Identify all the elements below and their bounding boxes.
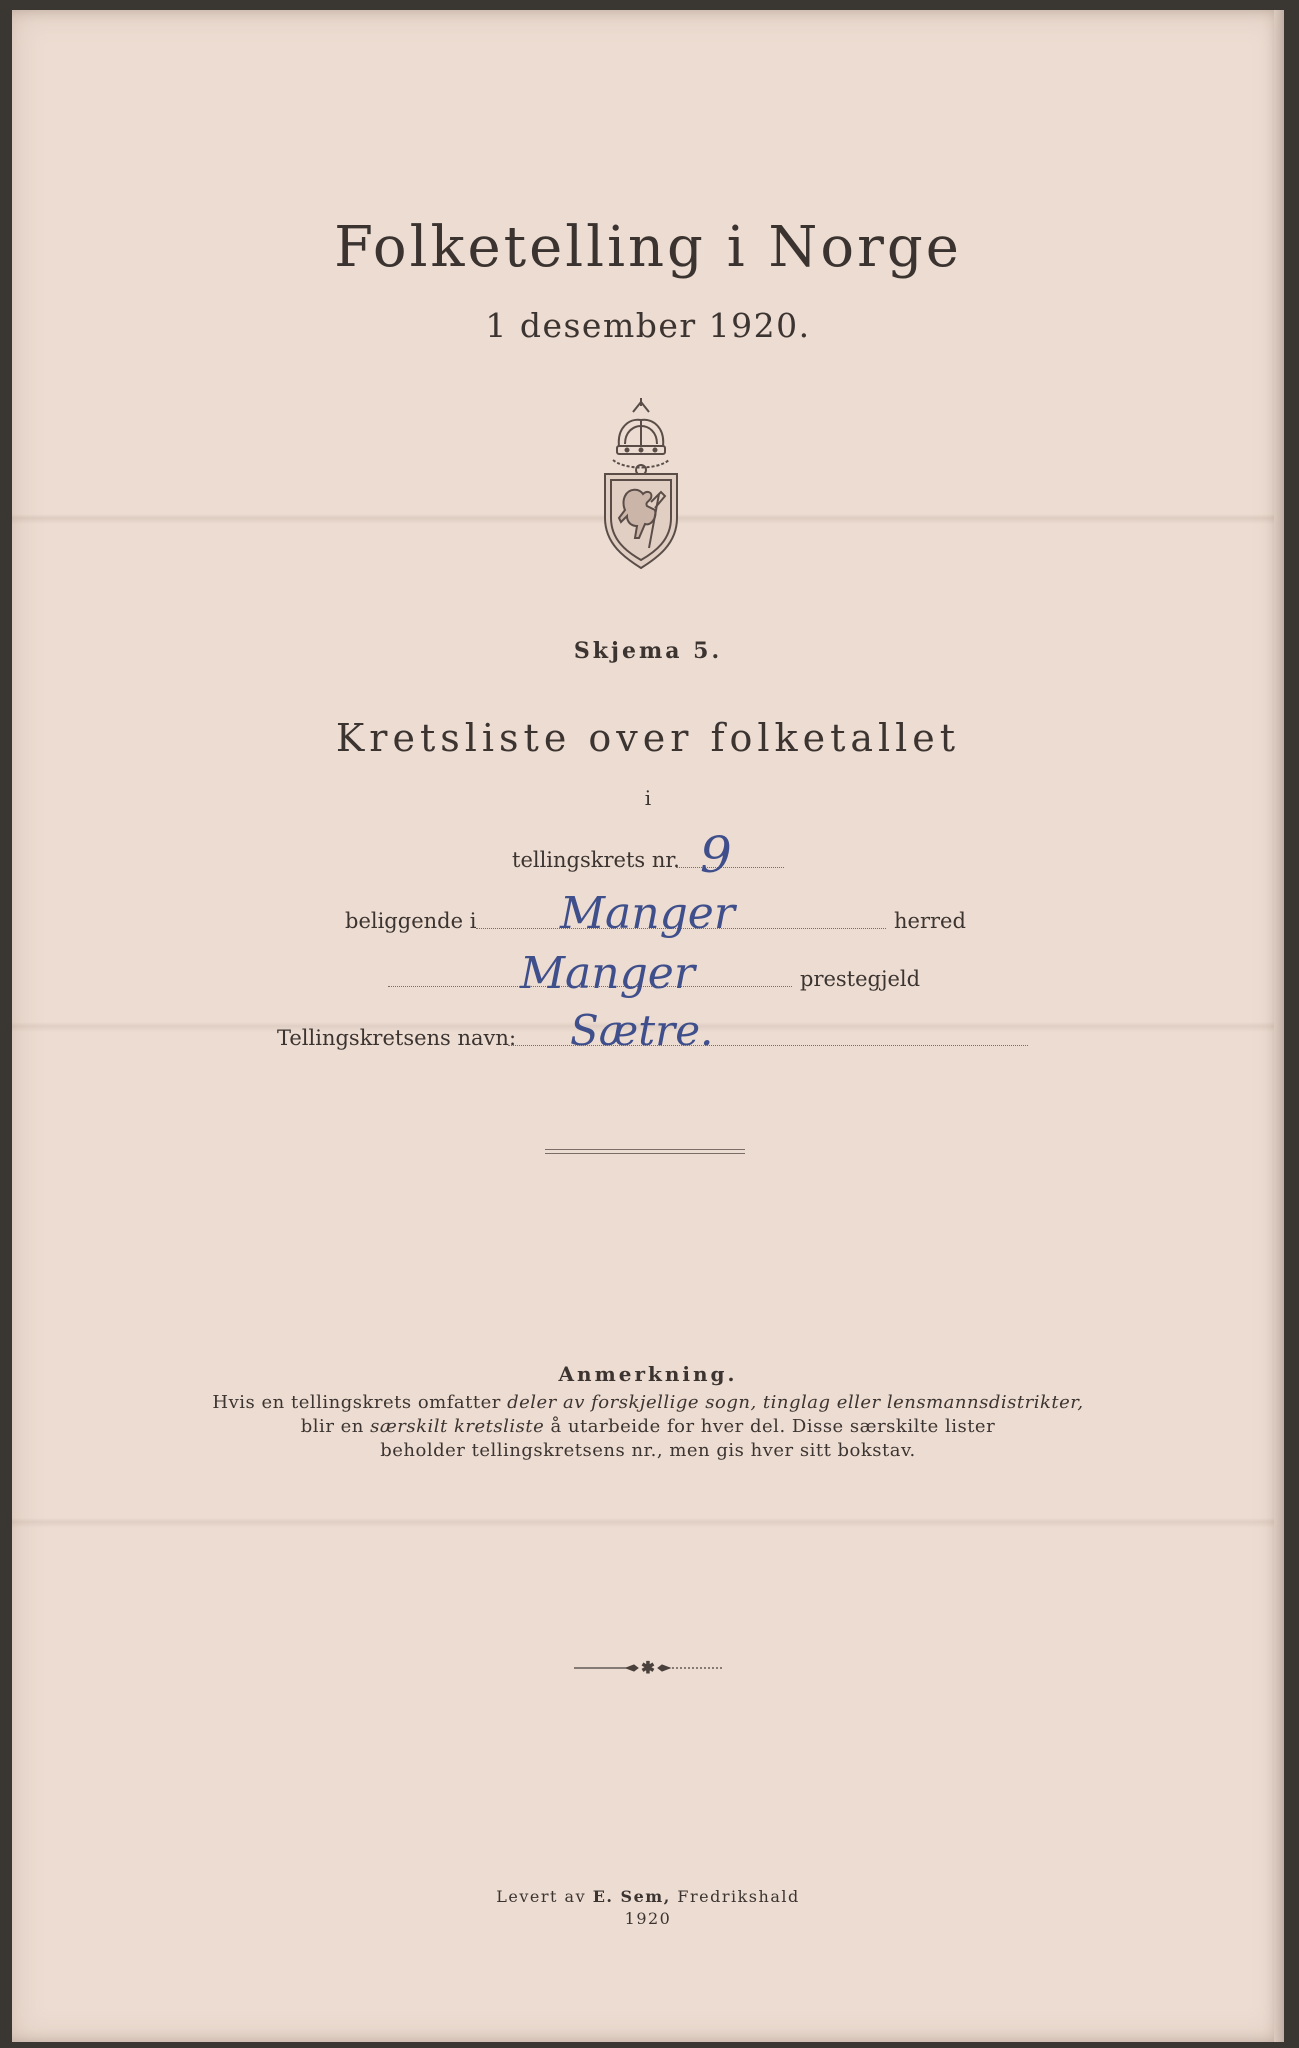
star-ornament-icon [568, 1658, 728, 1678]
district-name-value: Sætre. [570, 1006, 714, 1055]
note-line-2-text: blir en [300, 1416, 371, 1437]
connector-text: i [644, 786, 652, 810]
note-line-2-rest: å utarbeide for hver del. Disse særskilte lister [544, 1416, 996, 1437]
printer-credit [12, 1887, 1284, 1906]
document-title: Folketelling i Norge [334, 215, 962, 280]
note-line-1 [12, 1392, 1284, 1413]
parish-value: Manger [520, 948, 695, 999]
note-line-2-italic: særskilt kretsliste [370, 1416, 545, 1437]
herred-label: herred [894, 909, 966, 933]
printer-city: Fredrikshald [670, 1887, 800, 1906]
district-name-label: Tellingskretsens navn: [277, 1026, 517, 1050]
document-date: 1 desember 1920. [485, 306, 811, 345]
district-number-label: tellingskrets nr. [512, 848, 680, 872]
census-form-page [12, 10, 1284, 2042]
form-heading: Kretsliste over folketallet [335, 716, 961, 760]
printer-year: 1920 [624, 1909, 672, 1928]
note-line-1-italic: deler av forskjellige sogn, tinglag eller lensmannsdistrikter, [507, 1392, 1084, 1413]
norwegian-coat-of-arms-icon [595, 398, 687, 570]
district-number-value: 9 [700, 826, 732, 884]
note-line-1-text: Hvis en tellingskrets omfatter [212, 1392, 508, 1413]
parish-label: prestegjeld [800, 967, 921, 991]
municipality-value: Manger [560, 888, 735, 939]
printer-name: E. Sem, [592, 1887, 671, 1906]
note-line-3: beholder tellingskretsens nr., men gis hver sitt bokstav. [380, 1440, 916, 1461]
note-line-2 [12, 1416, 1284, 1437]
printer-prefix: Levert av [496, 1887, 593, 1906]
note-title: Anmerkning. [558, 1362, 738, 1386]
divider-rule [545, 1149, 745, 1154]
located-in-label: beliggende i [345, 909, 477, 933]
schema-label: Skjema 5. [573, 638, 723, 664]
svg-text:✱: ✱ [641, 1658, 655, 1677]
